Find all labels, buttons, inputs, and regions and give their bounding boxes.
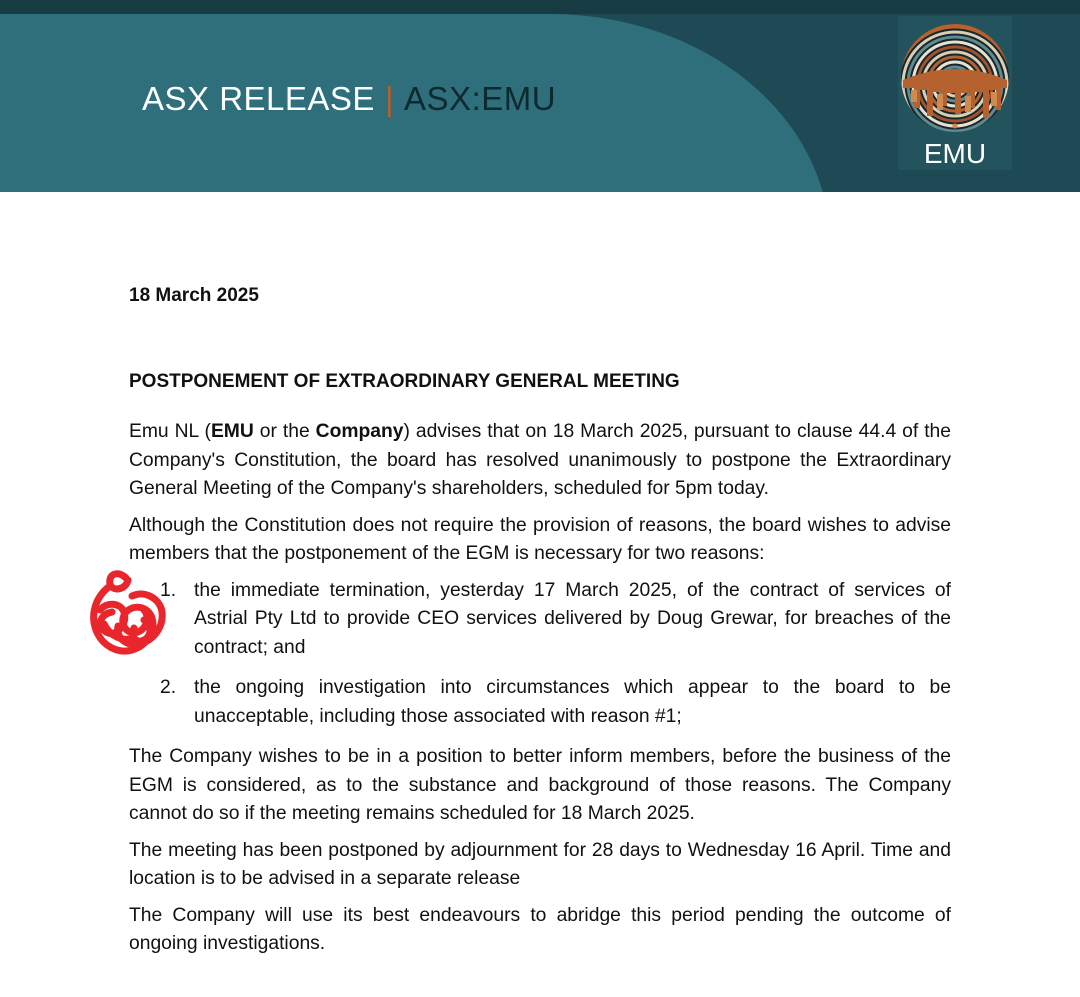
list-item-number: 1.: [160, 579, 177, 601]
emu-logo-mark-icon: [901, 18, 1009, 136]
intro-bold-emu: EMU: [210, 421, 254, 442]
list-item-text: the ongoing investigation into circumstances which appear to the board to be unacceptable, including those associated with reason #1;: [194, 677, 951, 727]
logo-text: EMU: [923, 138, 987, 169]
release-line: [142, 80, 556, 118]
paragraph-intro: [129, 418, 951, 504]
intro-bold-company: Company: [315, 421, 404, 442]
intro-text: or the: [253, 421, 316, 442]
paragraph-reasons-intro: Although the Constitution does not require the provision of reasons, the board wishes to advise members that the postponement of the EGM is necessary for two reasons:: [129, 514, 951, 564]
header-top-strip: [0, 0, 1080, 14]
paragraph-inform-members: The Company wishes to be in a position to better inform members, before the business of the EGM is considered, as to the substance and background of those reasons. The Company cannot do so if the meeting remains scheduled for 18 March 2025.: [129, 746, 951, 824]
release-ticker: ASX:EMU: [404, 80, 557, 117]
list-item-text: the immediate termination, yesterday 17 March 2025, of the contract of services of Astrial Pty Ltd to provide CEO services delivered by Doug Grewar, for breaches of the contract; and: [194, 579, 951, 658]
release-header: [0, 0, 1080, 192]
release-date: 18 March 2025: [129, 285, 259, 306]
paragraph-best-endeavours: The Company will use its best endeavours to abridge this period pending the outcome of ongoing investigations.: [129, 904, 951, 954]
release-body: [129, 282, 951, 967]
list-item-number: 2.: [160, 677, 177, 698]
release-separator: |: [384, 80, 395, 117]
paragraph-adjournment: The meeting has been postponed by adjournment for 28 days to Wednesday 16 April. Time and location is to be advised in a separate release: [129, 839, 951, 889]
list-item: [129, 674, 951, 731]
release-label: ASX RELEASE: [142, 80, 375, 117]
reasons-list: [129, 577, 951, 732]
emu-logo: [898, 16, 1012, 170]
release-title: POSTPONEMENT OF EXTRAORDINARY GENERAL MEETING: [129, 370, 680, 392]
intro-text: Emu NL (: [129, 421, 211, 442]
intro-text: ) advises that on 18 March 2025, pursuant to clause 44.4 of the Company's Constitution, the board has resolved unanimously to postpone the Extraordinary General Meeting of the Company's shareholders, scheduled for 5pm today.: [129, 421, 951, 499]
list-item: [129, 577, 951, 663]
